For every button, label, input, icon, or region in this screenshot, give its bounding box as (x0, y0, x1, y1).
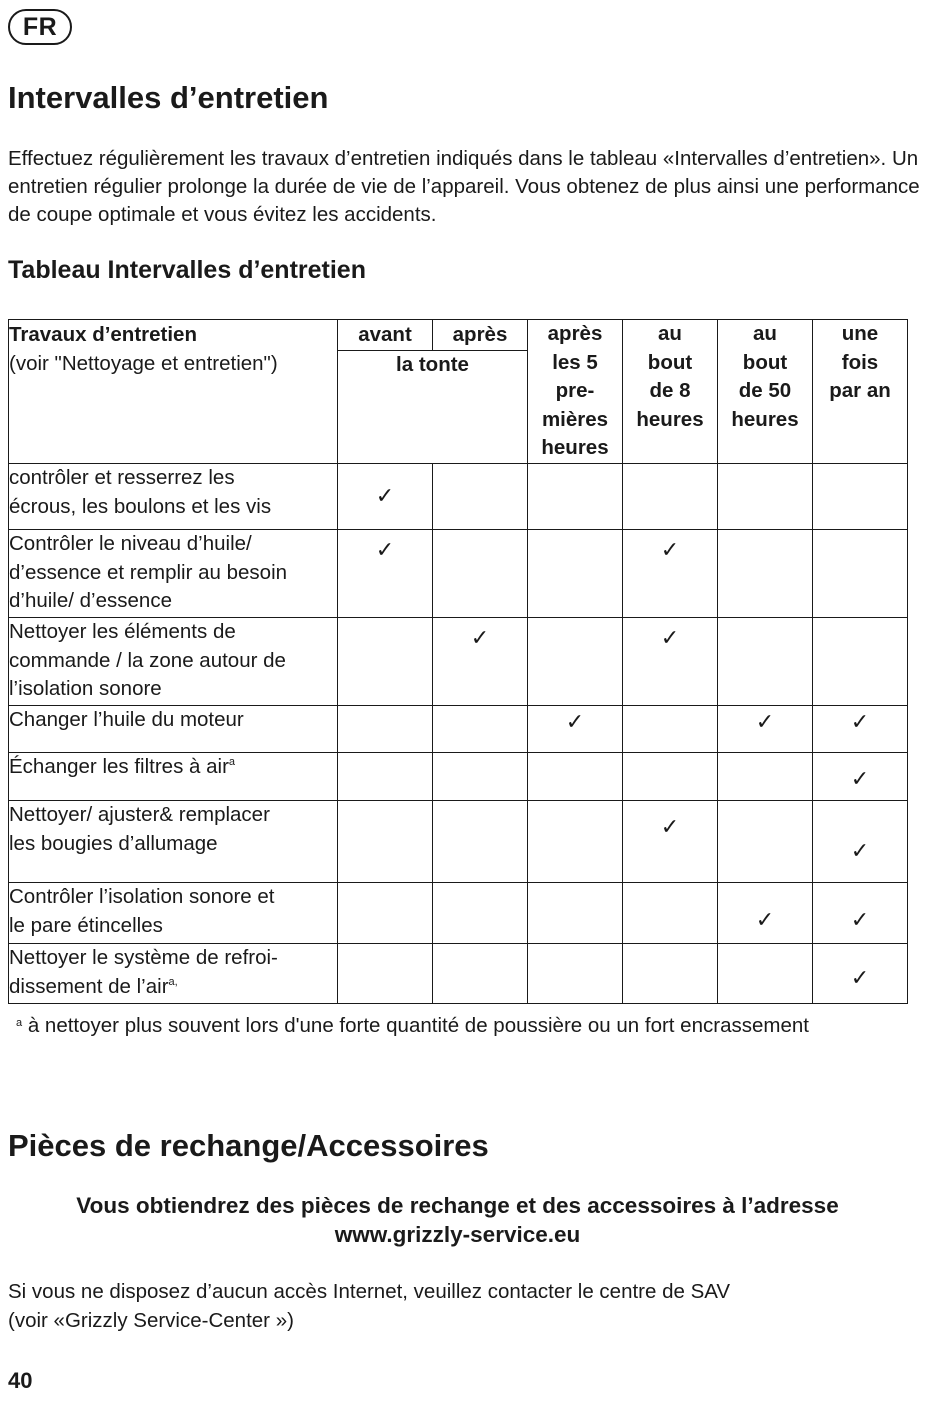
footnote-text: à nettoyer plus souvent lors d'une forte quantité de poussière ou un fort encrassement (27, 1014, 809, 1037)
task-line (9, 706, 337, 735)
contact-line: Si vous ne disposez d’aucun accès Internet, veuillez contacter le centre de SAV (8, 1280, 731, 1303)
contact-paragraph (8, 1277, 908, 1335)
task-line (9, 883, 337, 912)
intro-paragraph: Effectuez régulièrement les travaux d’entretien indiqués dans le tableau «Intervalles d’entretien». Un entretien régulier prolonge la durée de vie de l’appareil. Vous obtenez de plus ainsi une performance de coupe optimale et vous évitez les accidents. (8, 147, 920, 226)
header-after5-line: mières (541, 407, 609, 431)
header-every-8-hours (623, 320, 718, 464)
header-after5-line: heures (541, 436, 609, 459)
task-cell (9, 944, 338, 1004)
interval-cell (813, 801, 908, 883)
check-mark-icon: ✓ (755, 710, 775, 735)
interval-cell (813, 464, 908, 530)
interval-cell (338, 464, 433, 530)
language-badge: FR (8, 9, 72, 45)
page-number: 40 (8, 1368, 33, 1393)
interval-cell (718, 706, 813, 753)
interval-cell (623, 706, 718, 753)
task-line (9, 944, 337, 973)
header-yearly-line: fois (841, 350, 879, 374)
table-row (9, 944, 908, 1004)
task-cell (9, 706, 338, 753)
task-text: le pare étincelles (9, 913, 163, 937)
footnote-reference: a, (168, 975, 178, 988)
header-yearly-line: par an (829, 379, 891, 402)
interval-cell (338, 883, 433, 944)
check-mark-icon: ✓ (850, 839, 870, 864)
check-mark-icon: ✓ (850, 767, 870, 792)
table-footnote (16, 1012, 809, 1040)
interval-cell (338, 944, 433, 1004)
task-text: Contrôler l’isolation sonore et (9, 885, 275, 908)
header-after-5-hours (528, 320, 623, 464)
interval-cell (433, 618, 528, 706)
interval-cell (718, 464, 813, 530)
check-mark-icon: ✓ (660, 626, 680, 651)
check-mark-icon: ✓ (850, 710, 870, 735)
maintenance-table (8, 319, 908, 1004)
task-text: dissement de l’air (9, 974, 169, 998)
task-text: écrous, les boulons et les vis (9, 494, 272, 518)
interval-cell (338, 753, 433, 801)
table-row (9, 801, 908, 883)
interval-cell (623, 618, 718, 706)
interval-cell (623, 530, 718, 618)
interval-cell (433, 706, 528, 753)
task-text: Nettoyer le système de refroi- (9, 946, 278, 969)
task-text: d’huile/ d’essence (9, 589, 172, 612)
task-line (9, 464, 337, 493)
task-line (9, 675, 337, 704)
check-mark-icon: ✓ (755, 908, 775, 933)
footnote-reference: a (228, 756, 236, 768)
section-title-maintenance: Intervalles d’entretien (8, 80, 329, 115)
interval-cell (813, 618, 908, 706)
header-yearly (813, 320, 908, 464)
interval-cell (623, 883, 718, 944)
interval-cell (528, 801, 623, 883)
check-mark-icon: ✓ (850, 908, 870, 933)
task-cell (9, 801, 338, 883)
interval-cell (433, 801, 528, 883)
task-line (9, 647, 337, 676)
task-line (9, 753, 337, 782)
task-line (9, 530, 337, 559)
task-text: Nettoyer/ ajuster& remplacer (9, 803, 270, 826)
header-row-1 (9, 320, 908, 351)
check-mark-icon: ✓ (850, 966, 870, 991)
task-line (9, 493, 337, 522)
header-after5-line: les 5 (552, 350, 598, 374)
interval-cell (338, 618, 433, 706)
task-text: Nettoyer les éléments de (9, 620, 236, 643)
task-cell (9, 464, 338, 530)
interval-cell (813, 706, 908, 753)
header-every8-line: bout (647, 350, 693, 374)
table-row (9, 464, 908, 530)
contact-line: (voir «Grizzly Service-Center ») (8, 1309, 294, 1332)
table-row (9, 618, 908, 706)
interval-cell (338, 706, 433, 753)
table-row (9, 706, 908, 753)
interval-cell (718, 801, 813, 883)
task-line (9, 587, 337, 616)
interval-cell (433, 883, 528, 944)
task-text: commande / la zone autour de (9, 648, 286, 672)
header-after5-line: pre- (555, 379, 595, 402)
task-text: l’isolation sonore (9, 677, 162, 700)
spare-parts-address (8, 1191, 907, 1249)
header-every-50-hours (718, 320, 813, 464)
task-line (9, 973, 337, 1002)
check-mark-icon: ✓ (660, 815, 680, 840)
interval-cell (813, 753, 908, 801)
header-task-subtitle: (voir "Nettoyage et entretien") (9, 352, 278, 375)
task-cell (9, 753, 338, 801)
header-mowing: la tonte (338, 351, 528, 464)
header-task-cell (9, 320, 338, 464)
task-cell (9, 883, 338, 944)
footnote-marker: a (16, 1017, 23, 1029)
task-text: Changer l’huile du moteur (9, 708, 244, 731)
interval-cell (718, 753, 813, 801)
header-after5-line: après (547, 322, 603, 345)
interval-cell (813, 530, 908, 618)
task-line (9, 830, 337, 859)
interval-cell (433, 464, 528, 530)
spare-parts-address-line: Vous obtiendrez des pièces de rechange et des accessoires à l’adresse (76, 1193, 839, 1218)
interval-cell (813, 883, 908, 944)
table-row (9, 883, 908, 944)
header-every50-line: au (753, 322, 777, 345)
table-row (9, 753, 908, 801)
interval-cell (718, 530, 813, 618)
interval-cell (718, 618, 813, 706)
check-mark-icon: ✓ (565, 710, 585, 735)
interval-cell (528, 944, 623, 1004)
check-mark-icon: ✓ (375, 538, 395, 563)
interval-cell (813, 944, 908, 1004)
interval-cell (433, 944, 528, 1004)
interval-cell (623, 753, 718, 801)
task-line (9, 801, 337, 830)
section-title-spare-parts: Pièces de rechange/Accessoires (8, 1128, 489, 1163)
table-row (9, 530, 908, 618)
interval-cell (528, 706, 623, 753)
task-cell (9, 618, 338, 706)
interval-cell (718, 944, 813, 1004)
check-mark-icon: ✓ (470, 626, 490, 651)
header-before: avant (338, 320, 433, 351)
interval-cell (528, 753, 623, 801)
task-line (9, 559, 337, 588)
task-text: contrôler et resserrez les (9, 466, 235, 489)
task-cell (9, 530, 338, 618)
task-line (9, 618, 337, 647)
interval-cell (338, 801, 433, 883)
interval-cell (623, 801, 718, 883)
header-every50-line: de 50 (738, 379, 792, 402)
header-task-title: Travaux d’entretien (9, 323, 197, 346)
spare-parts-website: www.grizzly-service.eu (334, 1222, 581, 1247)
task-text: Contrôler le niveau d’huile/ (9, 532, 252, 555)
task-text: Échanger les filtres à air (9, 755, 229, 778)
check-mark-icon: ✓ (660, 538, 680, 563)
header-every50-line: heures (731, 407, 799, 431)
task-line (9, 912, 337, 941)
interval-cell (528, 530, 623, 618)
interval-cell (433, 530, 528, 618)
interval-cell (623, 944, 718, 1004)
task-text: les bougies d’allumage (9, 831, 218, 855)
interval-cell (528, 883, 623, 944)
header-every8-line: au (658, 322, 682, 345)
task-text: d’essence et remplir au besoin (9, 560, 288, 584)
interval-cell (718, 883, 813, 944)
table-title: Tableau Intervalles d’entretien (8, 256, 366, 284)
header-every8-line: heures (636, 407, 704, 431)
header-every8-line: de 8 (649, 379, 691, 402)
header-after: après (433, 320, 528, 351)
interval-cell (338, 530, 433, 618)
interval-cell (528, 618, 623, 706)
interval-cell (623, 464, 718, 530)
header-yearly-line: une (841, 322, 879, 345)
header-every50-line: bout (742, 350, 788, 374)
interval-cell (433, 753, 528, 801)
check-mark-icon: ✓ (375, 484, 395, 509)
interval-cell (528, 464, 623, 530)
